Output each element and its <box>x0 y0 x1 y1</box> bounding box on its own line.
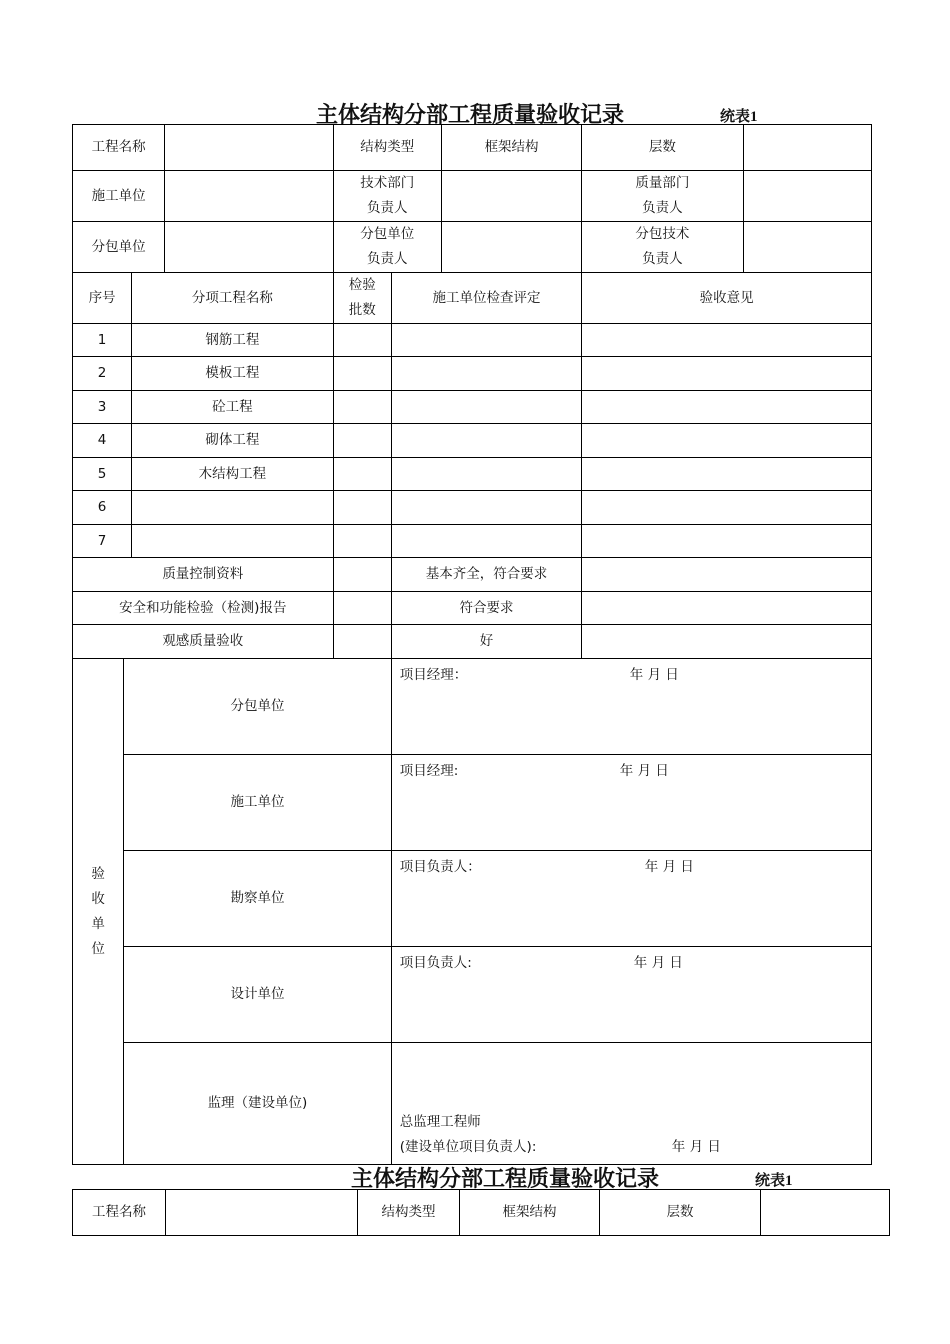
row-item-name: 木结构工程 <box>132 458 334 491</box>
acceptance-record-table <box>72 124 872 1165</box>
form2-title: 主体结构分部工程质量验收记录 <box>351 1166 660 1192</box>
summary-eval[interactable]: 好 <box>391 625 581 659</box>
row-item-name: 模板工程 <box>132 357 334 391</box>
col-acceptance-opinion: 验收意见 <box>582 273 872 324</box>
acceptance-unit-row <box>73 851 872 947</box>
contractor-value[interactable] <box>165 171 333 222</box>
row-item-name[interactable] <box>132 525 334 558</box>
col-seq: 序号 <box>73 273 132 324</box>
group-char: 位 <box>91 940 105 957</box>
unit-signature-cell[interactable] <box>391 851 871 947</box>
sub-unit-lead-line1: 分包单位 <box>360 226 415 242</box>
form2-tag: 统表1 <box>755 1173 793 1189</box>
quality-dept-label <box>582 171 743 222</box>
unit-signature-cell[interactable] <box>391 947 871 1043</box>
tech-dept-label <box>333 171 441 222</box>
summary-count[interactable] <box>333 625 391 659</box>
col-batch-line2: 批数 <box>348 302 376 318</box>
row-seq: 4 <box>73 424 132 458</box>
row-seq: 2 <box>73 357 132 391</box>
row-opinion[interactable] <box>582 491 872 525</box>
acceptance-record-table-2 <box>72 1189 890 1236</box>
summary-count[interactable] <box>333 592 391 625</box>
row-eval[interactable] <box>391 357 581 391</box>
sub-tech-lead-line1: 分包技术 <box>635 226 690 242</box>
summary-label: 观感质量验收 <box>73 625 334 659</box>
row-opinion[interactable] <box>582 525 872 558</box>
acceptance-unit-row <box>73 947 872 1043</box>
unit-date: 年 月 日 <box>619 763 669 779</box>
summary-opinion[interactable] <box>582 558 872 592</box>
row-opinion[interactable] <box>582 391 872 424</box>
supervision-signature-cell[interactable] <box>391 1043 871 1165</box>
form-title: 主体结构分部工程质量验收记录 <box>316 102 625 128</box>
row-batch[interactable] <box>333 357 391 391</box>
acceptance-unit-row <box>73 659 872 755</box>
sub-tech-lead-value[interactable] <box>743 222 871 273</box>
acceptance-unit-row <box>73 755 872 851</box>
form-tag: 统表1 <box>720 109 758 125</box>
row-eval[interactable] <box>391 391 581 424</box>
col-batch-count <box>333 273 391 324</box>
floors-value[interactable] <box>743 125 871 171</box>
summary-eval[interactable]: 基本齐全，符合要求 <box>391 558 581 592</box>
project-name-label: 工程名称 <box>73 1190 166 1236</box>
row-eval[interactable] <box>391 458 581 491</box>
floors-label: 层数 <box>582 125 743 171</box>
table-row <box>73 458 872 491</box>
quality-dept-label-line2: 负责人 <box>642 200 683 216</box>
contractor-label: 施工单位 <box>73 171 165 222</box>
project-name-value[interactable] <box>165 125 333 171</box>
row-item-name[interactable] <box>132 491 334 525</box>
sub-tech-lead-label <box>582 222 743 273</box>
unit-signature-cell[interactable] <box>391 659 871 755</box>
summary-opinion[interactable] <box>582 625 872 659</box>
acceptance-unit-row <box>73 1043 872 1165</box>
row-eval[interactable] <box>391 525 581 558</box>
subcontractor-label: 分包单位 <box>73 222 165 273</box>
unit-name: 分包单位 <box>124 659 392 755</box>
project-name-value[interactable] <box>166 1190 358 1236</box>
supervision-signer-line2: (建设单位项目负责人): <box>399 1139 537 1155</box>
row-batch[interactable] <box>333 491 391 525</box>
structure-type-value[interactable]: 框架结构 <box>460 1190 600 1236</box>
project-name-label: 工程名称 <box>73 125 165 171</box>
group-char: 验 <box>91 865 105 882</box>
table-row <box>73 357 872 391</box>
col-contractor-eval: 施工单位检查评定 <box>391 273 581 324</box>
quality-dept-label-line1: 质量部门 <box>635 175 690 191</box>
unit-date: 年 月 日 <box>633 955 683 971</box>
sub-unit-lead-label <box>333 222 441 273</box>
row-opinion[interactable] <box>582 424 872 458</box>
unit-signer: 项目负责人： <box>399 859 481 875</box>
unit-signer: 项目经理: <box>399 763 459 779</box>
col-batch-line1: 检验 <box>348 277 376 293</box>
supervision-unit-name: 监理（建设单位) <box>124 1043 392 1165</box>
row-batch[interactable] <box>333 391 391 424</box>
row-batch[interactable] <box>333 324 391 357</box>
floors-value[interactable] <box>761 1190 890 1236</box>
acceptance-group-label <box>73 659 124 1165</box>
unit-name: 施工单位 <box>124 755 392 851</box>
quality-dept-value[interactable] <box>743 171 871 222</box>
table-row <box>73 525 872 558</box>
summary-opinion[interactable] <box>582 592 872 625</box>
structure-type-label: 结构类型 <box>358 1190 460 1236</box>
unit-signer: 项目负责人: <box>399 955 472 971</box>
table-row <box>73 324 872 357</box>
structure-type-label: 结构类型 <box>333 125 441 171</box>
row-opinion[interactable] <box>582 324 872 357</box>
supervision-signer-line1: 总监理工程师 <box>399 1114 481 1130</box>
row-batch[interactable] <box>333 424 391 458</box>
table-row <box>73 491 872 525</box>
col-item-name: 分项工程名称 <box>132 273 334 324</box>
row-item-name: 砌体工程 <box>132 424 334 458</box>
row-opinion[interactable] <box>582 357 872 391</box>
sub-unit-lead-line2: 负责人 <box>367 251 408 267</box>
row-eval[interactable] <box>391 324 581 357</box>
table-row <box>73 391 872 424</box>
row-seq: 7 <box>73 525 132 558</box>
group-char: 收 <box>91 890 105 907</box>
unit-date: 年 月 日 <box>644 859 694 875</box>
summary-label: 安全和功能检验（检测)报告 <box>73 592 334 625</box>
row-seq: 6 <box>73 491 132 525</box>
supervision-date: 年 月 日 <box>671 1139 721 1155</box>
table-row <box>73 424 872 458</box>
summary-row <box>73 592 872 625</box>
sub-unit-lead-value[interactable] <box>441 222 581 273</box>
unit-date: 年 月 日 <box>629 667 679 683</box>
row-seq: 1 <box>73 324 132 357</box>
tech-dept-label-line1: 技术部门 <box>360 175 415 191</box>
row-batch[interactable] <box>333 458 391 491</box>
row-eval[interactable] <box>391 491 581 525</box>
row-seq: 5 <box>73 458 132 491</box>
floors-label: 层数 <box>600 1190 761 1236</box>
summary-eval[interactable]: 符合要求 <box>391 592 581 625</box>
unit-name: 勘察单位 <box>124 851 392 947</box>
subcontractor-value[interactable] <box>165 222 333 273</box>
tech-dept-label-line2: 负责人 <box>367 200 408 216</box>
row-item-name: 钢筋工程 <box>132 324 334 357</box>
structure-type-value[interactable]: 框架结构 <box>441 125 581 171</box>
sub-tech-lead-line2: 负责人 <box>642 251 683 267</box>
unit-signer: 项目经理： <box>399 667 468 683</box>
unit-signature-cell[interactable] <box>391 755 871 851</box>
row-eval[interactable] <box>391 424 581 458</box>
tech-dept-value[interactable] <box>441 171 581 222</box>
summary-row <box>73 558 872 592</box>
summary-count[interactable] <box>333 558 391 592</box>
summary-row <box>73 625 872 659</box>
row-seq: 3 <box>73 391 132 424</box>
group-char: 单 <box>91 915 105 932</box>
unit-name: 设计单位 <box>124 947 392 1043</box>
row-opinion[interactable] <box>582 458 872 491</box>
row-batch[interactable] <box>333 525 391 558</box>
summary-label: 质量控制资料 <box>73 558 334 592</box>
row-item-name: 砼工程 <box>132 391 334 424</box>
